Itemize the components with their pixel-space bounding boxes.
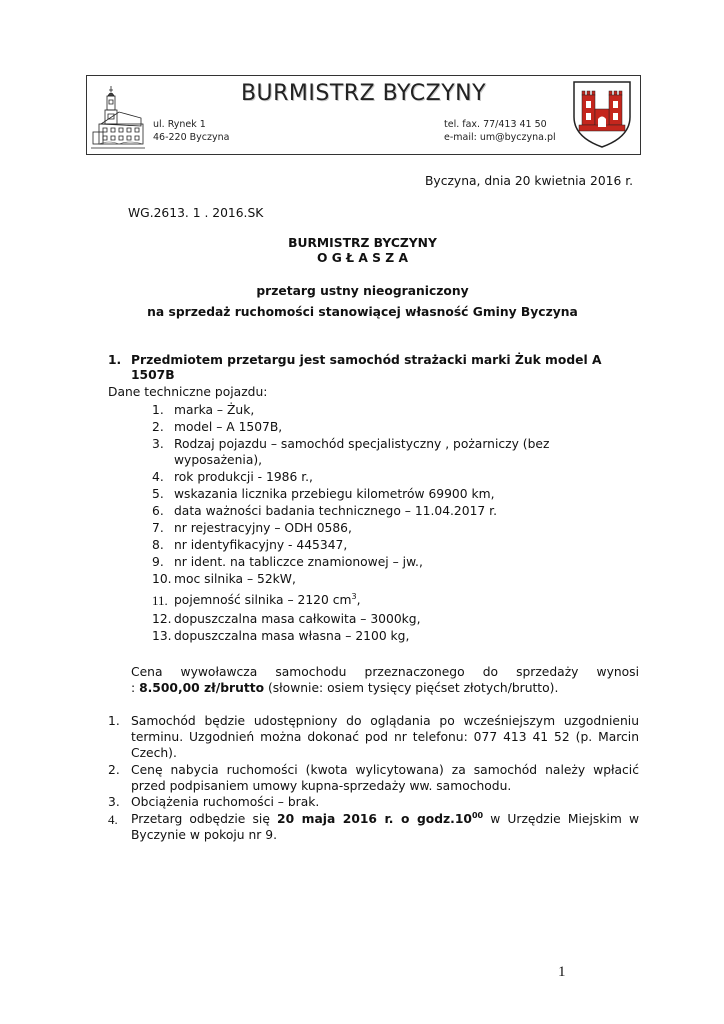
spec-number: 1. [152,403,164,417]
spec-number: 13. [152,629,172,643]
page-number: 1 [558,964,566,980]
price-amount-line [131,680,558,697]
condition-text: Cenę nabycia ruchomości (kwota wylicytowana) za samochód należy wpłacić [131,763,639,777]
spec-number: 8. [152,538,164,552]
condition-number: 2. [108,763,120,777]
auction-date: 20 maja 2016 r. o godz.10 [277,812,472,826]
phone-fax: tel. fax. 77/413 41 50 [444,119,547,130]
spec-text: nr rejestracyjny – ODH 0586, [174,521,352,535]
address-line-city: 46-220 Byczyna [153,132,230,143]
spec-number: 9. [152,555,164,569]
spec-number: 3. [152,437,164,451]
contact-block [444,118,556,144]
email-address: e-mail: um@byczyna.pl [444,132,556,143]
spec-number: 4. [152,470,164,484]
condition-text: Byczynie w pokoju nr 9. [131,828,278,842]
spec-number: 11. [152,593,168,608]
letterhead-title: BURMISTRZ BYCZYNY [240,81,487,106]
coat-of-arms-icon [571,79,633,149]
superscript: 00 [471,811,484,820]
condition-number: 3. [108,795,120,809]
spec-text [174,592,361,609]
section1-title-line1: Przedmiotem przetargu jest samochód strażacki marki Żuk model A [131,353,602,367]
spec-text: dopuszczalna masa całkowita – 3000kg, [174,612,421,626]
spec-number: 6. [152,504,164,518]
spec-text: dopuszczalna masa własna – 2100 kg, [174,629,410,643]
condition-text: Samochód będzie udostępniony do oglądania po wcześniejszym uzgodnieniu [131,714,639,728]
spec-text: nr ident. na tabliczce znamionowej – jw., [174,555,423,569]
condition-text [131,811,639,828]
letterhead [86,75,641,155]
spec-text: rok produkcji - 1986 r., [174,470,313,484]
spec-text-continuation: wyposażenia), [174,453,263,467]
condition-text: Obciążenia ruchomości – brak. [131,795,320,809]
spec-text-main: pojemność silnika – 2120 cm [174,593,352,607]
condition-text: przed podpisaniem umowy kupna-sprzedaży ww. samochodu. [131,779,512,793]
price-prefix: : [131,681,140,695]
price-amount: 8.500,00 zł/brutto [139,681,265,695]
spec-text: Rodzaj pojazdu – samochód specjalistyczny , pożarniczy (bez [174,437,550,451]
condition-text-post: w Urzędzie Miejskim w [483,812,639,826]
spec-text: data ważności badania technicznego – 11.04.2017 r. [174,504,497,518]
spec-text: nr identyfikacyjny - 445347, [174,538,348,552]
address-line-street: ul. Rynek 1 [153,119,206,130]
superscript: 3 [351,592,357,601]
section1-number: 1. [108,353,122,367]
auction-type: przetarg ustny nieograniczony [256,284,469,298]
condition-number: 4. [108,812,118,827]
price-in-words: (słownie: osiem tysięcy pięćset złotych/brutto). [264,681,559,695]
spec-text-after: , [356,593,361,607]
date-line: Byczyna, dnia 20 kwietnia 2016 r. [425,174,634,188]
auction-subject: na sprzedaż ruchomości stanowiącej własność Gminy Byczyna [147,305,578,319]
condition-text: Czech). [131,746,177,760]
address-block [153,118,229,144]
tech-data-heading: Dane techniczne pojazdu: [108,385,268,399]
announcer-heading: BURMISTRZ BYCZYNY [288,236,437,250]
condition-number: 1. [108,714,120,728]
spec-text: moc silnika – 52kW, [174,572,296,586]
section1-title-line2: 1507B [131,368,175,382]
announcement-heading: O G Ł A S Z A [317,251,408,265]
spec-number: 7. [152,521,164,535]
spec-text: marka – Żuk, [174,403,255,417]
spec-number: 10. [152,572,172,586]
price-line: Cena wywoławcza samochodu przeznaczonego do sprzedaży wynosi [131,665,639,679]
condition-text: terminu. Uzgodnień można dokonać pod nr telefonu: 077 413 41 52 (p. Marcin [131,730,639,744]
spec-number: 5. [152,487,164,501]
reference-number: WG.2613. 1 . 2016.SK [128,206,264,220]
spec-text: wskazania licznika przebiegu kilometrów 69900 km, [174,487,495,501]
spec-number: 2. [152,420,164,434]
spec-number: 12. [152,612,172,626]
spec-text: model – A 1507B, [174,420,283,434]
condition-text-pre: Przetarg odbędzie się [131,812,278,826]
